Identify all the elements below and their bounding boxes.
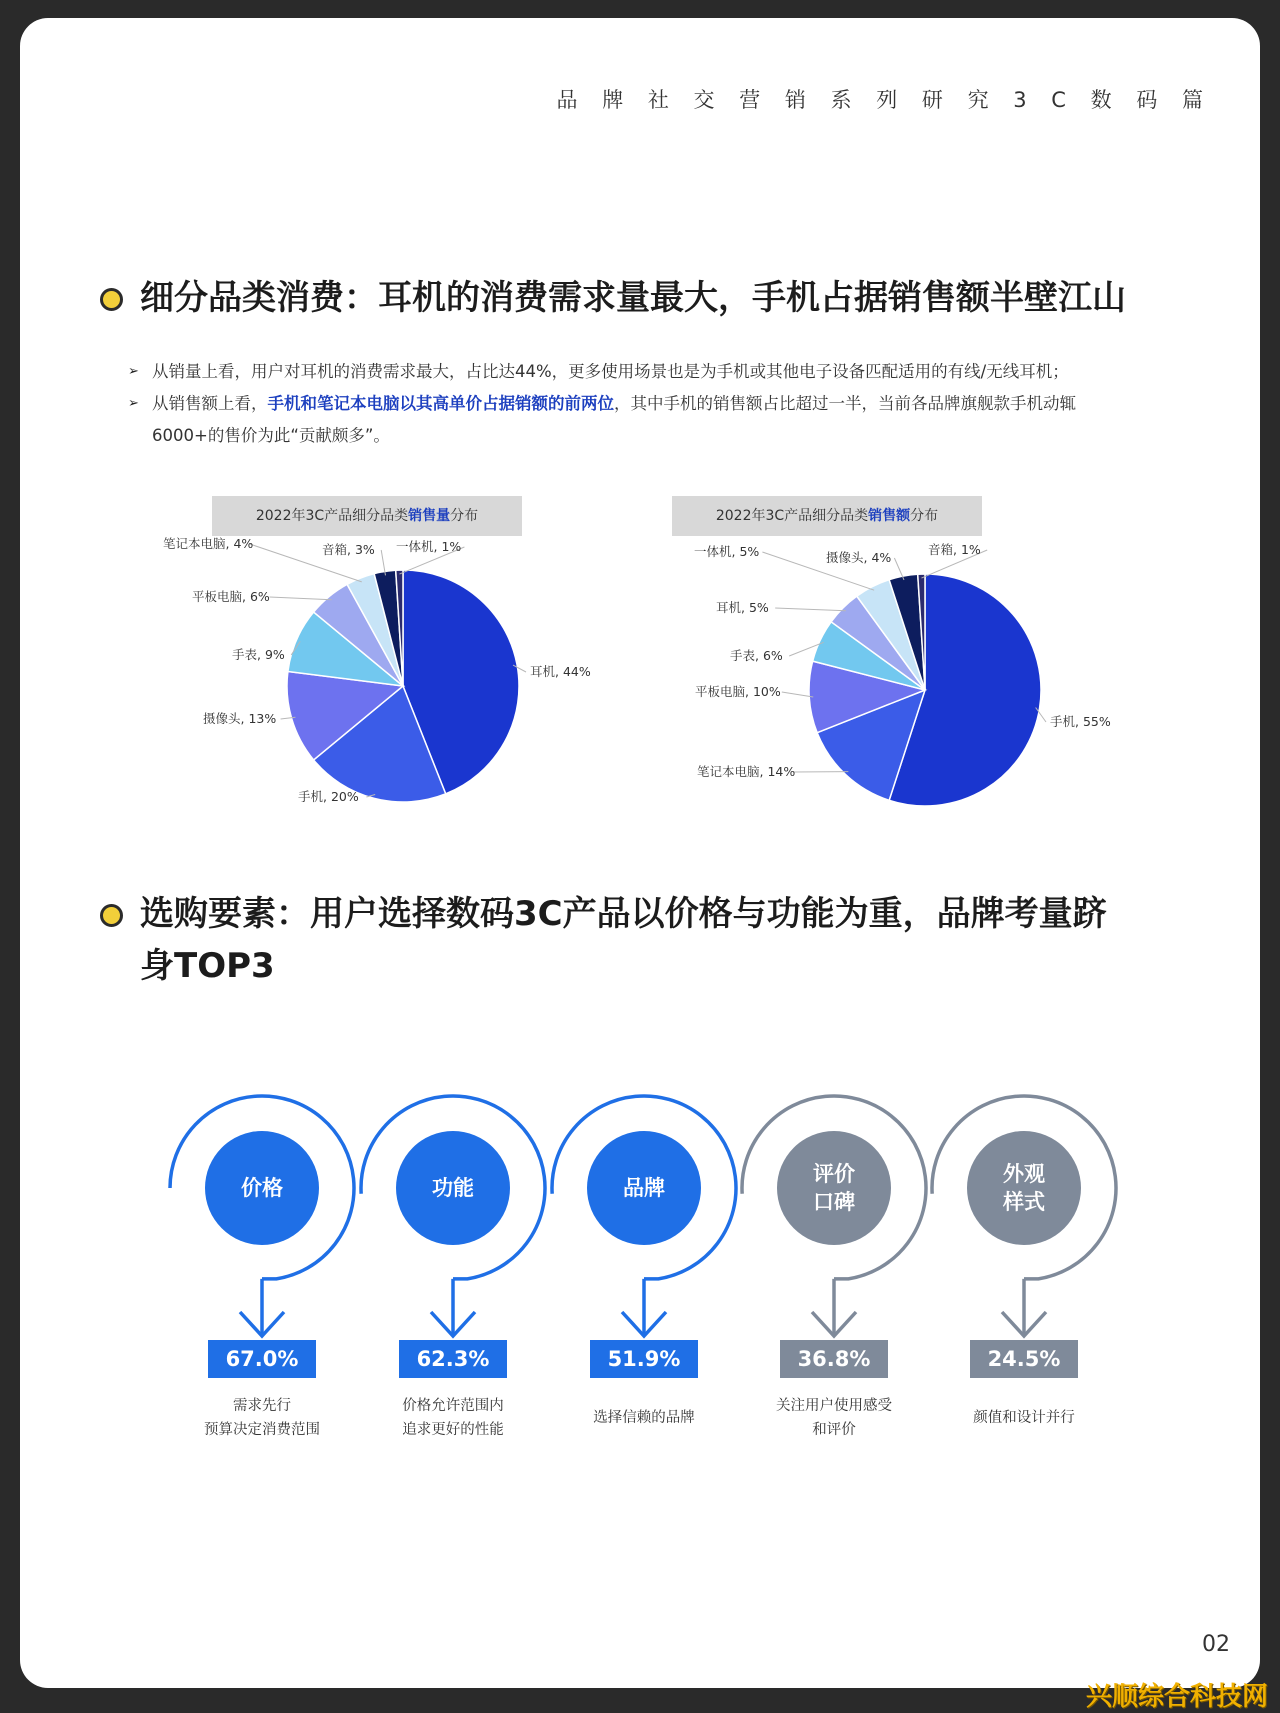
chart-title-pre: 2022年3C产品细分品类	[256, 508, 408, 524]
pie-slice-label: 手表, 6%	[730, 648, 783, 663]
pie-slice-label: 手机, 20%	[298, 789, 359, 804]
bullet-text: 从销量上看，用户对耳机的消费需求最大，占比达44%，更多使用场景也是为手机或其他电子设备匹配适用的有线/无线耳机；	[152, 362, 1069, 381]
chart-title-highlight: 销售量	[408, 508, 450, 524]
chart-title-pre: 2022年3C产品细分品类	[716, 508, 868, 524]
factor-label	[777, 1131, 891, 1245]
factor-description-line: 需求先行	[162, 1394, 362, 1418]
factor-description-line: 追求更好的性能	[353, 1418, 553, 1442]
pie-group-0	[163, 536, 591, 804]
pie-charts-canvas	[20, 18, 1260, 838]
factor-description-line: 和评价	[734, 1418, 934, 1442]
factor-label-line: 外观	[1003, 1160, 1045, 1188]
pie-slice-label: 平板电脑, 10%	[695, 684, 781, 699]
factor-description	[544, 1406, 744, 1430]
factor-percent-badge: 36.8%	[780, 1340, 888, 1378]
report-title: 品 牌 社 交 营 销 系 列 研 究 3 C 数 码 篇	[557, 84, 1212, 114]
factor-description	[162, 1394, 362, 1442]
factor-description-line: 价格允许范围内	[353, 1394, 553, 1418]
section2-heading	[98, 888, 1140, 992]
pie-slice-label: 一体机, 5%	[694, 544, 759, 559]
factor-description-line: 预算决定消费范围	[162, 1418, 362, 1442]
factor-percent-badge: 62.3%	[399, 1340, 507, 1378]
section2-title: 选购要素：用户选择数码3C产品以价格与功能为重，品牌考量跻身TOP3	[140, 888, 1140, 992]
factor-description	[353, 1394, 553, 1442]
page-number: 02	[1202, 1632, 1230, 1657]
factor-percent-badge: 24.5%	[970, 1340, 1078, 1378]
pie-group-1	[694, 542, 1111, 806]
factor-label: 品牌	[587, 1131, 701, 1245]
pie-slice-label: 手表, 9%	[232, 647, 285, 662]
pie-slice-label: 手机, 55%	[1050, 714, 1111, 729]
factor-label-line: 口碑	[813, 1188, 855, 1216]
section1-title: 细分品类消费：耳机的消费需求量最大，手机占据销售额半壁江山	[140, 272, 1200, 324]
bullet-highlight: 手机和笔记本电脑以其高单价占据销额的前两位	[268, 394, 615, 413]
pie-slice-label: 笔记本电脑, 4%	[163, 536, 253, 551]
factor-description	[924, 1406, 1124, 1430]
factor-percent-badge: 51.9%	[590, 1340, 698, 1378]
document-page	[20, 18, 1260, 1688]
bullet-dot-icon	[100, 904, 123, 927]
pie-slice-label: 耳机, 5%	[716, 600, 769, 615]
factor-percent-badge: 67.0%	[208, 1340, 316, 1378]
factor-label-line: 样式	[1003, 1188, 1045, 1216]
factor-label: 价格	[205, 1131, 319, 1245]
pie-leader-line	[775, 608, 846, 611]
factor-description-line: 选择信赖的品牌	[544, 1406, 744, 1430]
pie-slice-label: 摄像头, 4%	[826, 550, 891, 565]
bullet-text-pre: 从销售额上看，	[152, 394, 268, 413]
chart-title-post: 分布	[910, 508, 938, 524]
factor-description	[734, 1394, 934, 1442]
bullet-text-line2: 6000+的售价为此“贡献颇多”。	[152, 420, 1208, 452]
bullet-text-post: ，其中手机的销售额占比超过一半，当前各品牌旗舰款手机动辄	[614, 394, 1076, 413]
pie-leader-line	[270, 597, 332, 600]
pie-slice-label: 音箱, 1%	[928, 542, 981, 557]
factor-description-line: 关注用户使用感受	[734, 1394, 934, 1418]
factor-description-line: 颜值和设计并行	[924, 1406, 1124, 1430]
arrow-bullet-icon: ➢	[128, 356, 139, 388]
pie-slice-label: 摄像头, 13%	[203, 711, 276, 726]
pie-slice-label: 笔记本电脑, 14%	[697, 764, 795, 779]
factor-label-line: 评价	[813, 1160, 855, 1188]
chart-title-post: 分布	[450, 508, 478, 524]
arrow-bullet-icon: ➢	[128, 388, 139, 420]
pie-slice-label: 耳机, 44%	[530, 664, 591, 679]
pie-slice-label: 平板电脑, 6%	[192, 589, 270, 604]
chart-title-highlight: 销售额	[868, 508, 910, 524]
factor-label	[967, 1131, 1081, 1245]
pie-slice-label: 音箱, 3%	[322, 542, 375, 557]
watermark: 兴顺综合科技网	[1086, 1676, 1268, 1713]
pie-slice-label: 一体机, 1%	[396, 539, 461, 554]
factor-label: 功能	[396, 1131, 510, 1245]
